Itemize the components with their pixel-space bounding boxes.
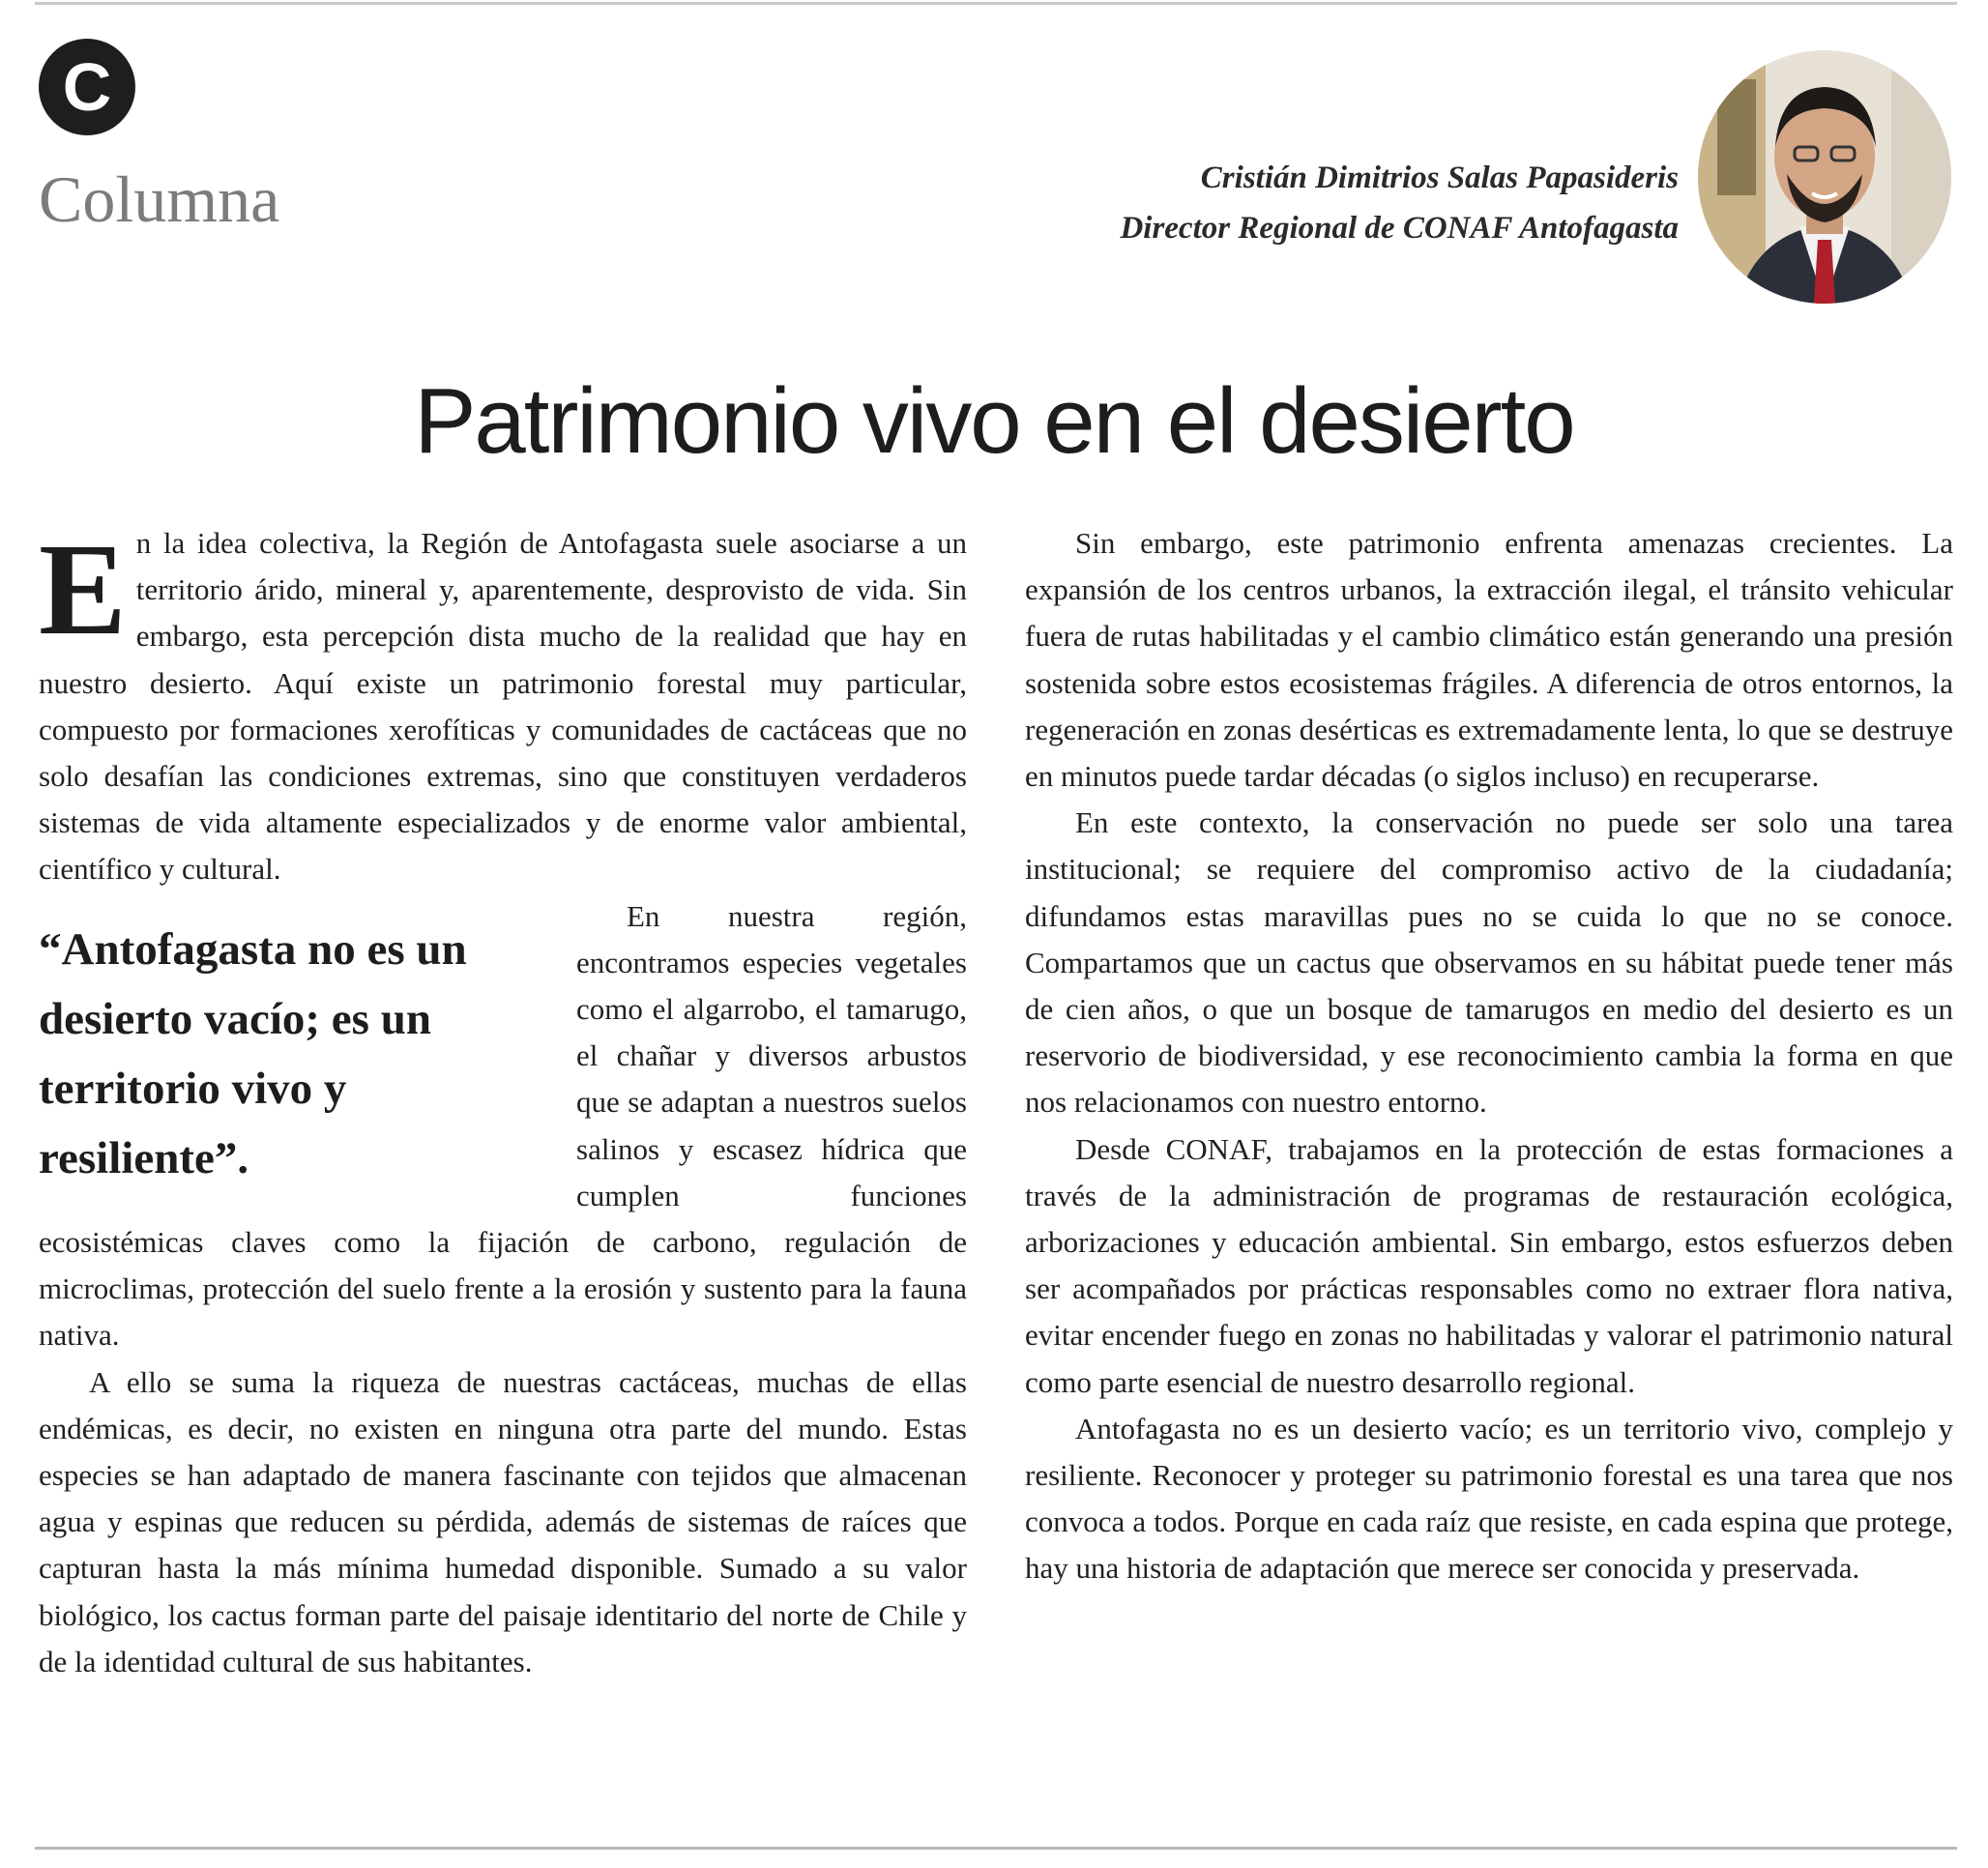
paragraph-7: Antofagasta no es un desierto vacío; es un territorio vivo, complejo y resiliente. Reconocer y proteger su patrimonio forestal es una tarea que nos convoca a todos. Porque en cada raíz que resiste, en cada espina que protege, hay una historia de adaptación que merece ser conocida y preservada. — [1025, 1411, 1953, 1586]
article-headline: Patrimonio vivo en el desierto — [414, 369, 1574, 473]
author-portrait-image — [1698, 50, 1951, 304]
paragraph-5: En este contexto, la conservación no puede ser solo una tarea institucional; se requiere del compromiso activo de la ciudadanía; difundamos estas maravillas pues no se cuida lo que no se conoce. Compartamos que un cactus que observamos en su hábitat puede tener más de cien años, o que un bosque de tamarugos en medio del desierto es un reservorio de biodiversidad, y ese reconocimiento cambia la forma en que nos relacionamos con nuestro entorno. — [1025, 805, 1953, 1120]
article-column-left — [39, 517, 967, 1685]
section-label: Columna — [39, 162, 280, 236]
article-column-right — [1025, 520, 1953, 1592]
author-role: Director Regional de CONAF Antofagasta — [1120, 211, 1679, 246]
author-photo — [1698, 50, 1951, 304]
top-rule — [35, 2, 1957, 5]
drop-cap: E — [39, 517, 127, 662]
author-name: Cristián Dimitrios Salas Papasideris — [1200, 161, 1679, 195]
bottom-rule — [35, 1847, 1957, 1850]
paragraph-2: En nuestra región, encontramos especies vegetales como el algarrobo, el tamarugo, el chañar y diversos arbustos que se adaptan a nuestros suelos salinos y escasez hídrica que cumplen funciones ecosistémicas claves como la fijación de carbono, regulación de microclimas, protección del suelo frente a la erosión y sustento para la fauna nativa. — [39, 898, 967, 1353]
paragraph-1 — [39, 517, 967, 893]
paragraph-6: Desde CONAF, trabajamos en la protección de estas formaciones a través de la administración de programas de restauración ecológica, arborizaciones y educación ambiental. Sin embargo, estos esfuerzos deben ser acompañados por prácticas responsables como no extraer flora nativa, evitar encender fuego en zonas no habilitadas y valorar el patrimonio natural como parte esencial de nuestro desarrollo regional. — [1025, 1131, 1953, 1399]
section-badge — [39, 39, 135, 135]
pull-quote: “Antofagasta no es un desierto vacío; es un territorio vivo y resiliente”. — [39, 923, 467, 1183]
author-block — [1120, 153, 1679, 253]
paragraph-3: A ello se suma la riqueza de nuestras cactáceas, muchas de ellas endémicas, es decir, no existen en ninguna otra parte del mundo. Estas especies se han adaptado de manera fascinante con tejidos que almacenan agua y espinas que reducen su pérdida, además de sistemas de raíces que capturan hasta la más mínima humedad disponible. Sumado a su valor biológico, los cactus forman parte del paisaje identitario del norte de Chile y de la identidad cultural de sus habitantes. — [39, 1364, 967, 1678]
paragraph-1-text: n la idea colectiva, la Región de Antofagasta suele asociarse a un territorio árido, mineral y, aparentemente, desprovisto de vida. Sin embargo, esta percepción dista mucho de la realidad que hay en nuestro desierto. Aquí existe un patrimonio forestal muy particular, compuesto por formaciones xerofíticas y comunidades de cactáceas que no solo desafían las condiciones extremas, sino que constituyen verdaderos sistemas de vida altamente especializados y de enorme valor ambiental, científico y cultural. — [39, 526, 967, 887]
section-badge-letter: C — [62, 49, 112, 125]
paragraph-4: Sin embargo, este patrimonio enfrenta amenazas crecientes. La expansión de los centros urbanos, la extracción ilegal, el tránsito vehicular fuera de rutas habilitadas y el cambio climático están generando una presión sostenida sobre estos ecosistemas frágiles. A diferencia de otros entornos, la regeneración en zonas desérticas es extremadamente lenta, lo que se destruye en minutos puede tardar décadas (o siglos incluso) en recuperarse. — [1025, 526, 1953, 794]
